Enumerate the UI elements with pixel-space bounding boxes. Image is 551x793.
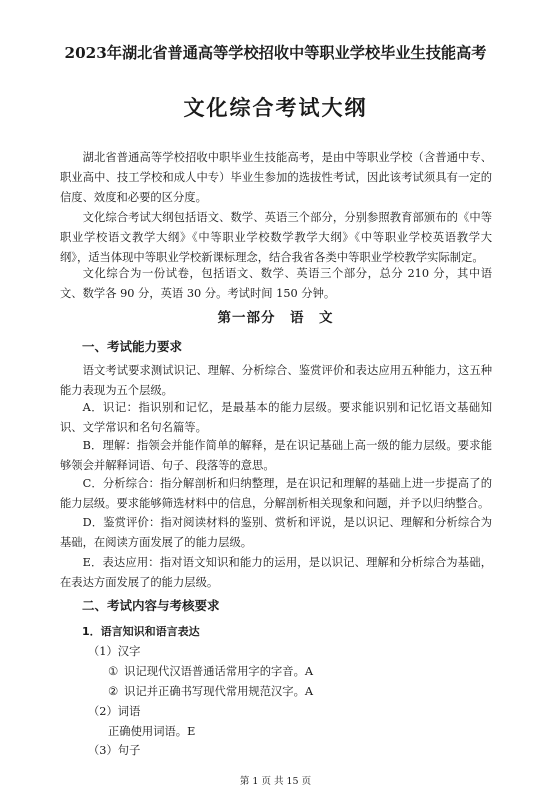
item-juzi: （3）句子 [88, 744, 141, 757]
page-footer: 第 1 页 共 15 页 [239, 776, 312, 787]
list-item [108, 663, 313, 679]
level-e: E．表达应用：指对语文知识和能力的运用，是以识记、理解和分析综合为基础，在表达方面发展了的能力层级。 [60, 556, 492, 590]
item-ciyu-detail: 正确使用词语。E [108, 725, 196, 738]
item-number: ② [108, 685, 119, 698]
document-title: 文化综合考试大纲 [183, 95, 368, 120]
level-c: C．分析综合：指分解剖析和归纳整理，是在识记和理解的基础上进一步提高了的能力层级。要求能够筛选材料中的信息，分解剖析相关现象和问题，并予以归纳整合。 [60, 477, 492, 511]
part1-title: 第一部分 语 文 [217, 310, 334, 326]
section2-heading: 二、考试内容与考核要求 [82, 598, 220, 613]
item-number: ① [108, 665, 119, 678]
intro-paragraph-3: 文化综合为一份试卷，包括语文、数学、英语三个部分，总分 210 分，其中语文、数学各 90 分，英语 30 分。考试时间 150 分钟。 [60, 267, 492, 301]
section1-heading: 一、考试能力要求 [82, 339, 183, 354]
ability-intro: 语文考试要求测试识记、理解、分析综合、鉴赏评价和表达应用五种能力，这五种能力表现为五个层级。 [60, 364, 492, 398]
item-text: 识记并正确书写现代常用规范汉字。A [124, 685, 314, 698]
item-text: 识记现代汉语普通话常用字的字音。A [124, 665, 314, 678]
item-ciyu: （2）词语 [88, 705, 141, 718]
level-d: D．鉴赏评价：指对阅读材料的鉴别、赏析和评说，是以识记、理解和分析综合为基础，在阅读方面发展了的能力层级。 [60, 516, 492, 550]
list-item [108, 683, 313, 699]
level-b: B．理解：指领会并能作简单的解释，是在识记基础上高一级的能力层级。要求能够领会并解释词语、句子、段落等的意思。 [60, 439, 492, 473]
subsection1-heading: 1．语言知识和语言表达 [82, 625, 200, 638]
document-header-line1: 2023年湖北省普通高等学校招收中等职业学校毕业生技能高考 [64, 44, 487, 62]
intro-paragraph-2: 文化综合考试大纲包括语文、数学、英语三个部分，分别参照教育部颁布的《中等职业学校语文教学大纲》《中等职业学校数学教学大纲》《中等职业学校英语教学大纲》，适当体现中等职业学校新课标理念，结合我省各类中等职业学校教学实际制定。 [60, 211, 492, 265]
intro-paragraph-1: 湖北省普通高等学校招收中职毕业生技能高考，是由中等职业学校（含普通中专、职业高中、技工学校和成人中专）毕业生参加的选拔性考试，因此该考试须具有一定的信度、效度和必要的区分度。 [60, 151, 492, 205]
level-a: A．识记：指识别和记忆，是最基本的能力层级。要求能识别和记忆语文基础知识、文学常识和名句名篇等。 [60, 401, 492, 435]
item-hanzi: （1）汉字 [88, 645, 141, 658]
